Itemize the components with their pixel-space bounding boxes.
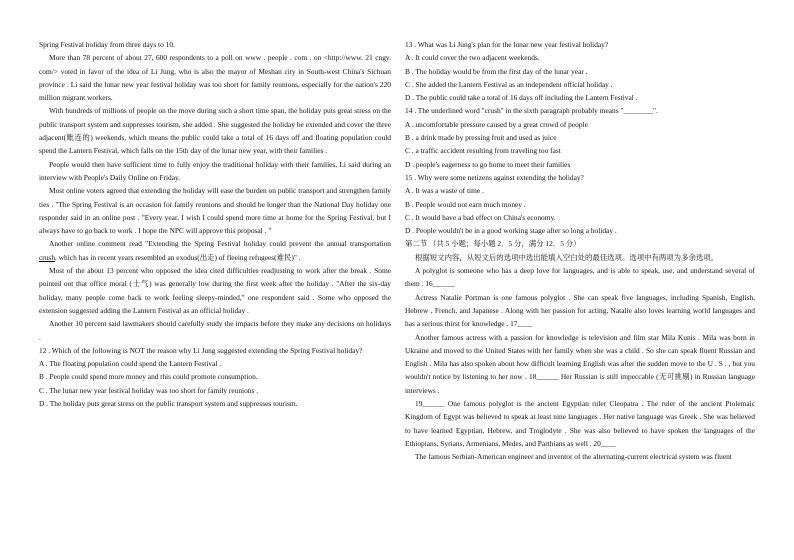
paragraph: Another 10 percent said lawmakers should carefully study the impacts before they make any decisions on holidays .	[39, 319, 391, 342]
paragraph: Most of the about 13 percent who opposed the idea cited difficulties readjusting to work after the break . Some pointed out that office moral (士气) was generally low during the first week after the holiday . "After the six-day holiday, many people come back to work feeling sleepy-minded," one respondent said . Some who opposed the extension suggested adding the Lantern Festival as an official holiday .	[39, 266, 391, 315]
option: C . It would have a bad effect on China's economy.	[405, 212, 556, 222]
question-12: 12 . Which of the following is NOT the reason why Li Jung suggested extending the Spring Festival holiday?	[39, 345, 363, 355]
section-heading: 第二节 （共 5 小题；每小题 2．5 分，满分 12．5 分）	[405, 239, 581, 249]
cloze-paragraph: The famous Serbian-American engineer and inventor of the alternating-current electrical system was fluent	[415, 452, 732, 462]
question-15: 15 . Why were some netizens against extending the holiday?	[405, 172, 584, 182]
option: D . The public could take a total of 16 days off including the Lantern Festival .	[405, 93, 638, 103]
underlined-word-crush: crush	[39, 252, 56, 262]
option: D . The holiday puts great stress on the public transport system and suppresses tourism.	[39, 399, 298, 409]
cloze-paragraph: Another famous actress with a passion for knowledge is television and film star Mila Kunis . Mila was born in Ukraine and moved to the United States with her family when she was a child . So she can speak fluent Russian and English . Mila has also spoken about how difficult learning English was after the sudden move to the U . S . , but you wouldn't notice by listening to her now . 18______ Her Russian is still impeccable (无可挑剔) in Russian language interviews .	[405, 332, 755, 395]
option: D . People wouldn't be in a good working stage after so long a holiday .	[405, 226, 617, 236]
right-column	[405, 38, 755, 464]
cloze-paragraph: 19______ One famous polyglot is the ancient Egyptian ruler Cleopatra . The ruler of the ancient Ptolemaic Kingdom of Egypt was believed to speak at least nine languages . Her native language was Greek . She was believed to have learned Egyptian, Hebrew, and Troglodyte . She was also believed to have spoken the languages of the Ethiopians, Syrians, Armenians, Medes, and Parthians as well . 20____	[405, 399, 755, 448]
paragraph-text: Another online comment read "Extending the Spring Festival holiday could prevent the annual transportation	[49, 239, 391, 249]
option: D . people's eagerness to go home to meet their families	[405, 159, 571, 169]
option: C . a traffic accident resulting from traveling too fast	[405, 146, 561, 156]
option: A . It was a waste of time .	[405, 186, 484, 196]
paragraph: People would then have sufficient time to fully enjoy the traditional holiday with their families, Li said during an interview with People's Daily Online on Friday.	[39, 159, 391, 182]
option: B . The holiday would be from the first day of the lunar year .	[405, 66, 588, 76]
paragraph: Most online voters agreed that extending the holiday will ease the burden on public transport and strengthen family ties . "The Spring Festival is an occasion for family reunions and should be longer than the National Day holiday one responder said in an online post . "Every year, I wish I could spend more time at home for the Spring Festival, but I always have to go back to work . I hope the NPC will approve this proposal . "	[39, 186, 391, 236]
paragraph: More than 78 percent of about 27, 600 respondents to a poll on www . people . com . on <http://www. 21 cngy. com/> voted in favor of the idea of Li Jung, who is also the mayor of Meshan city in South-west China's Sichuan province . Li said the lunar new year festival holiday was too short for family reunions, especially for the nation's 220 million migrant workers.	[39, 53, 391, 103]
option: A . The floating population could spend the Lantern Festival .	[39, 359, 222, 369]
paragraph-with-underlined-word	[39, 237, 391, 264]
option: A . uncomfortable pressure caused by a great crowd of people	[405, 119, 588, 129]
option: B . People could spend more money and this could promote consumption.	[39, 372, 258, 382]
option: B . a drink made by pressing fruit and used as juice	[405, 133, 557, 143]
cloze-paragraph: A polyglot is someone who has a deep love for languages, and is able to speak, use, and understand several of them . 16______	[405, 266, 755, 289]
paragraph: Spring Festival holiday from three days to 10.	[39, 40, 175, 49]
paragraph-text: , which has in recent years resembled an exodus(出走) of fleeing refugees(难民)" .	[55, 252, 301, 262]
option: C . She added the Lantern Festival as an independent official holiday .	[405, 79, 613, 89]
question-13: 13 . What was Li Jung's plan for the lunar new year festival holiday?	[405, 40, 609, 49]
cloze-paragraph: Actress Natalie Portman is one famous polyglot . She can speak five languages, including Spanish, English, Hebrew , French, and Japanese . Along with her passion for acting, Natalie also loves learning world languages and has a serious thirst for knowledge . 17____	[405, 292, 755, 329]
paragraph: With hundreds of millions of people on the move during such a short time span, the holiday puts great stress on the public transport system and suppresses tourism, she added . She suggested the holiday be extended and cover the three adjacent(毗连的) weekends, which means the public could take a total of 16 days off and floating population could spend the Lantern Festival, which falls on the 15th day of the lunar new year, with their families .	[39, 106, 391, 156]
option: C . The lunar new year festival holiday was too short for family reunions .	[39, 385, 259, 395]
question-14: 14 . The underlined word "crush" in the sixth paragraph probably means "________".	[405, 106, 658, 116]
option: A . It could cover the two adjacent weekends.	[405, 53, 540, 63]
section-instruction: 根据短文内容，从短文后的选项中选出能填入空白处的最佳选项。选项中有两项为多余选项。	[415, 252, 719, 262]
left-column	[39, 38, 391, 410]
option: B . People would not earn much money .	[405, 199, 526, 209]
